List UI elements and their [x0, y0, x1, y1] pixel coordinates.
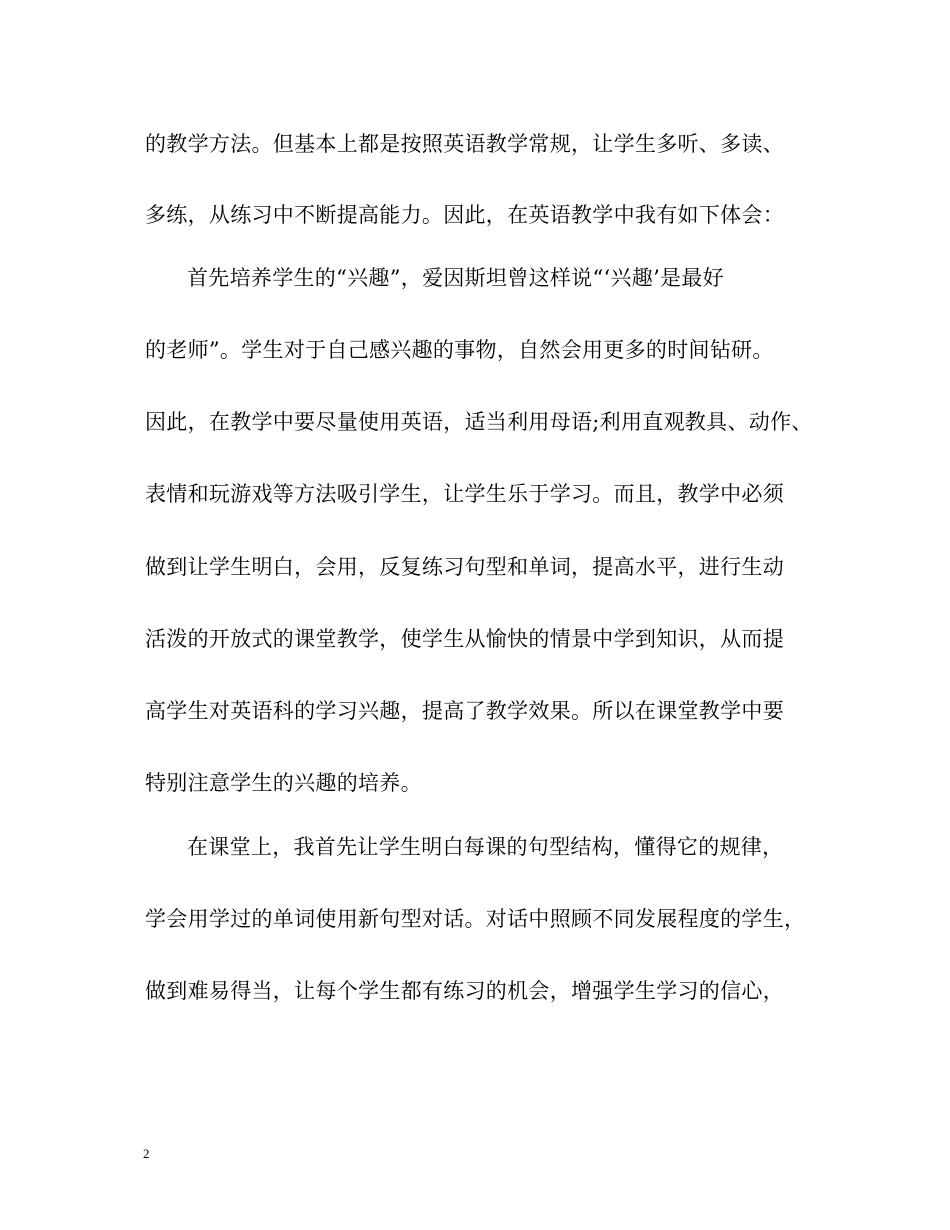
text-line: 特别注意学生的兴趣的培养。: [145, 771, 422, 795]
text-line: 做到难易得当，让每个学生都有练习的机会，增强学生学习的信心，: [145, 979, 784, 1003]
text-line: 多练，从练习中不断提高能力。因此，在英语教学中我有如下体会：: [145, 203, 784, 227]
paragraph-first-line: 在课堂上，我首先让学生明白每课的句型结构，懂得它的规律，: [187, 835, 784, 859]
text-line: 做到让学生明白，会用，反复练习句型和单词，提高水平，进行生动: [145, 555, 784, 579]
text-line: 活泼的开放式的课堂教学，使学生从愉快的情景中学到知识，从而提: [145, 627, 784, 651]
page-number: 2: [143, 1146, 150, 1161]
text-line: 的教学方法。但基本上都是按照英语教学常规，让学生多听、多读、: [145, 132, 784, 156]
text-line: 高学生对英语科的学习兴趣，提高了教学效果。所以在课堂教学中要: [145, 699, 784, 723]
text-line: 表情和玩游戏等方法吸引学生，让学生乐于学习。而且，教学中必须: [145, 482, 784, 506]
text-line: 的老师”。学生对于自己感兴趣的事物，自然会用更多的时间钻研。: [145, 338, 774, 362]
text-line: 学会用学过的单词使用新句型对话。对话中照顾不同发展程度的学生，: [145, 907, 806, 931]
text-line: 因此，在教学中要尽量使用英语，适当利用母语;利用直观教具、动作、: [145, 410, 813, 434]
paragraph-first-line: 首先培养学生的“兴趣”，爱因斯坦曾这样说“‘兴趣’是最好: [187, 266, 724, 290]
